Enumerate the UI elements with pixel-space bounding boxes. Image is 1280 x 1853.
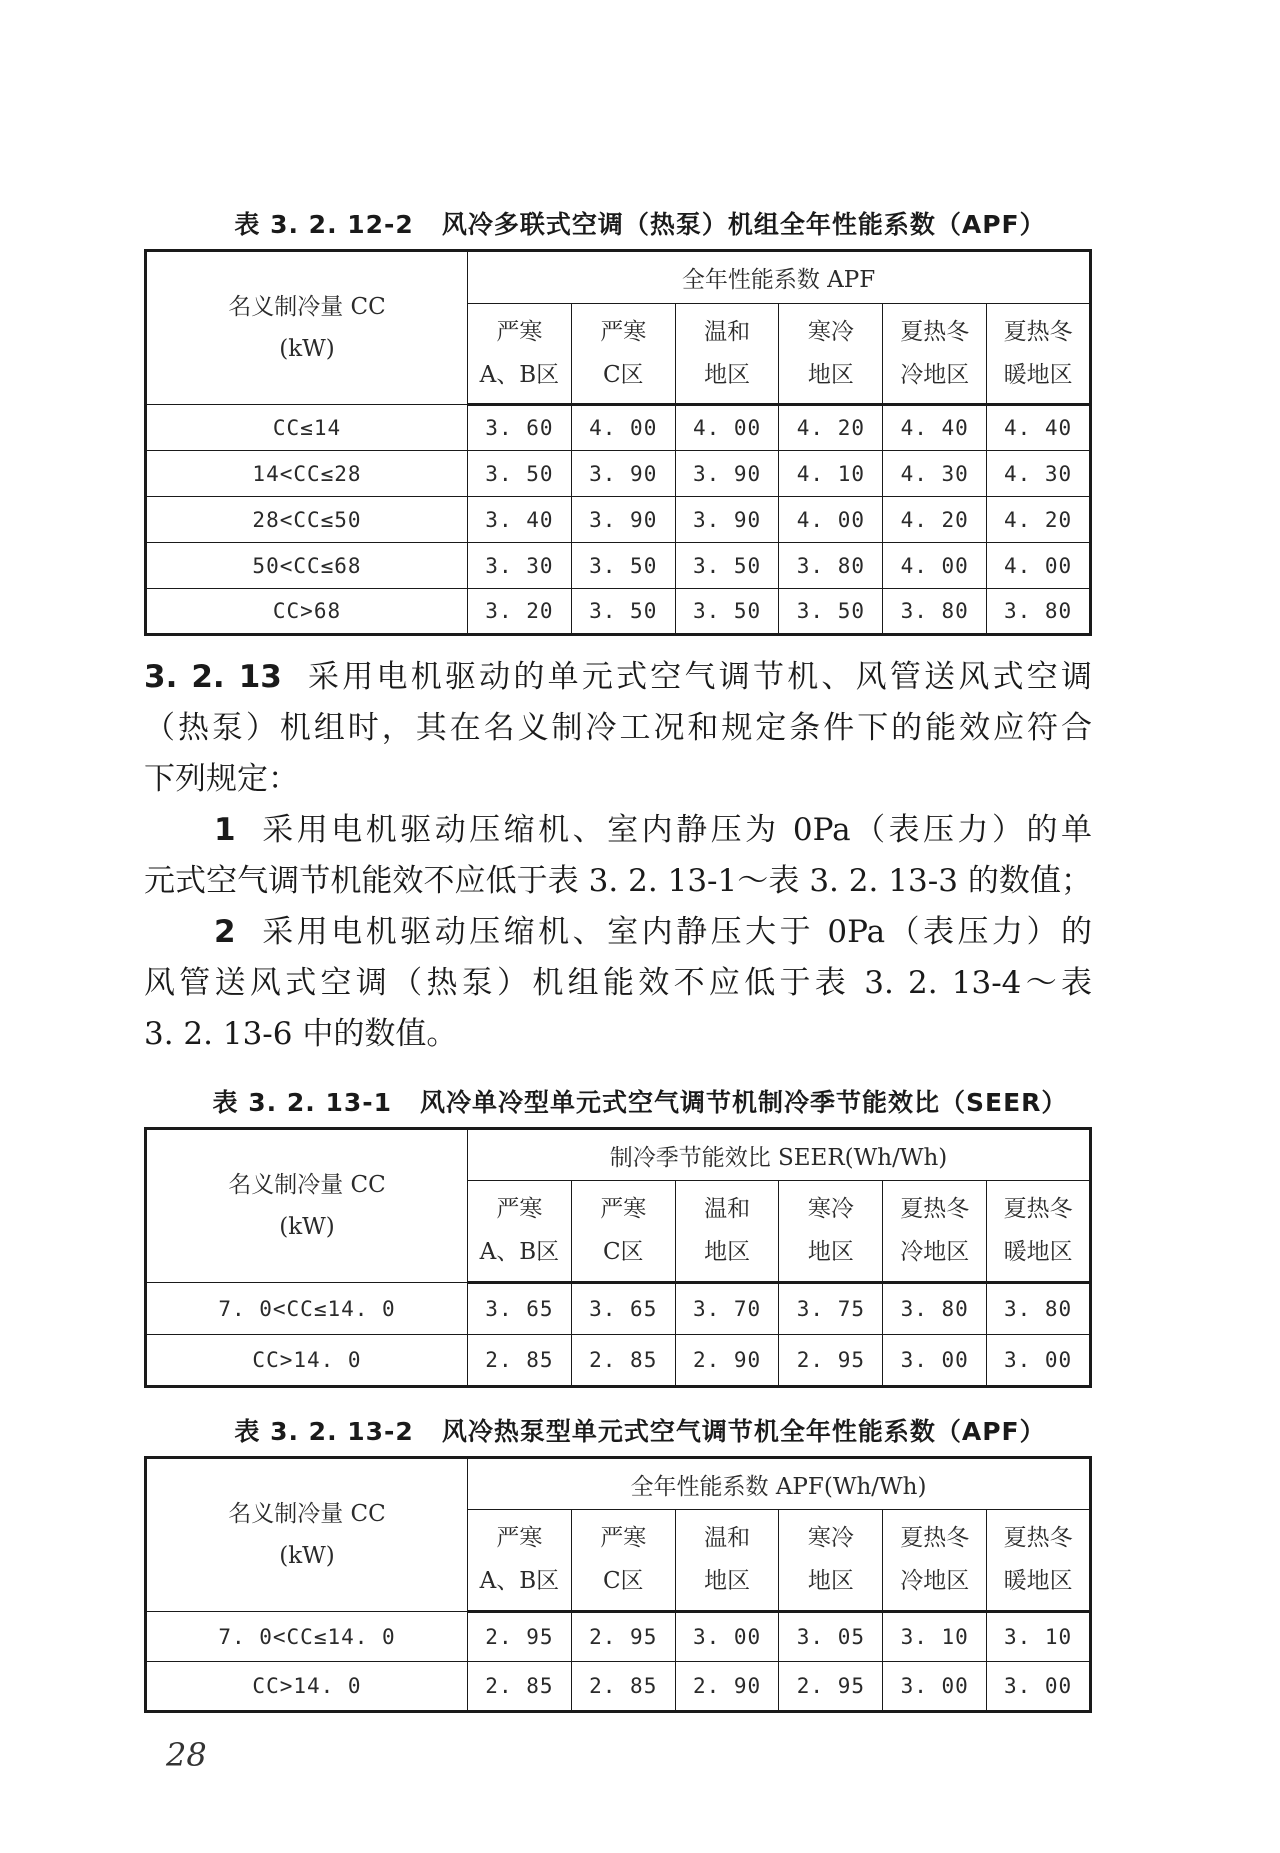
table2-title: 风冷单冷型单元式空气调节机制冷季节能效比（SEER） bbox=[420, 1088, 1068, 1117]
cell-value: 3. 50 bbox=[468, 451, 572, 497]
table3-row-header bbox=[146, 1458, 468, 1612]
table1-col-header: 夏热冬 暖地区 bbox=[987, 304, 1091, 405]
cell-value: 3. 00 bbox=[987, 1662, 1091, 1712]
section-line-1 bbox=[144, 652, 1092, 703]
cell-value: 3. 80 bbox=[987, 589, 1091, 635]
item2-number: 2 bbox=[214, 914, 236, 950]
cell-value: 3. 80 bbox=[987, 1283, 1091, 1335]
table-row bbox=[146, 1662, 1091, 1712]
cell-value: 3. 00 bbox=[987, 1335, 1091, 1387]
row-label: 50<CC≤68 bbox=[146, 543, 468, 589]
cell-value: 3. 65 bbox=[571, 1283, 675, 1335]
table1-col-header: 严寒 C区 bbox=[571, 304, 675, 405]
row-label: 28<CC≤50 bbox=[146, 497, 468, 543]
table3-col-header: 夏热冬 冷地区 bbox=[883, 1510, 987, 1612]
cell-value: 2. 95 bbox=[468, 1612, 572, 1662]
cell-value: 3. 40 bbox=[468, 497, 572, 543]
table3-col-header: 温和 地区 bbox=[675, 1510, 779, 1612]
table2-number: 表 3. 2. 13-1 bbox=[212, 1088, 393, 1117]
cell-value: 3. 00 bbox=[675, 1612, 779, 1662]
cell-value: 2. 95 bbox=[571, 1612, 675, 1662]
cell-value: 3. 65 bbox=[468, 1283, 572, 1335]
cell-value: 3. 80 bbox=[779, 543, 883, 589]
table2-row-header-line2: (kW) bbox=[279, 1214, 335, 1240]
table3-col-header: 寒冷 地区 bbox=[779, 1510, 883, 1612]
cell-value: 3. 90 bbox=[675, 497, 779, 543]
table2-col-header: 夏热冬 冷地区 bbox=[883, 1181, 987, 1283]
cell-value: 3. 50 bbox=[571, 589, 675, 635]
row-label: 14<CC≤28 bbox=[146, 451, 468, 497]
table1-row-header bbox=[146, 251, 468, 405]
cell-value: 4. 40 bbox=[883, 405, 987, 451]
table1-number: 表 3. 2. 12-2 bbox=[234, 210, 414, 239]
cell-value: 2. 90 bbox=[675, 1335, 779, 1387]
table-row bbox=[146, 543, 1091, 589]
cell-value: 3. 70 bbox=[675, 1283, 779, 1335]
table-row bbox=[146, 405, 1091, 451]
table-row bbox=[146, 497, 1091, 543]
table-row bbox=[146, 1612, 1091, 1662]
table1-caption bbox=[0, 205, 1280, 241]
cell-value: 3. 90 bbox=[571, 497, 675, 543]
table3-number: 表 3. 2. 13-2 bbox=[234, 1417, 414, 1446]
section-number: 3. 2. 13 bbox=[144, 659, 282, 695]
table1-col-header: 寒冷 地区 bbox=[779, 304, 883, 405]
cell-value: 2. 85 bbox=[468, 1335, 572, 1387]
table2-col-header: 寒冷 地区 bbox=[779, 1181, 883, 1283]
cell-value: 3. 75 bbox=[779, 1283, 883, 1335]
item2-text: 采用电机驱动压缩机、室内静压大于 0Pa（表压力）的 bbox=[262, 914, 1092, 950]
row-label: 7. 0<CC≤14. 0 bbox=[146, 1283, 468, 1335]
item1-number: 1 bbox=[214, 812, 236, 848]
table3 bbox=[144, 1456, 1092, 1713]
cell-value: 4. 00 bbox=[779, 497, 883, 543]
table3-row-header-line1: 名义制冷量 CC bbox=[228, 1501, 386, 1527]
cell-value: 3. 50 bbox=[779, 589, 883, 635]
cell-value: 3. 80 bbox=[883, 1283, 987, 1335]
item1-line-2: 元式空气调节机能效不应低于表 3. 2. 13-1～表 3. 2. 13-3 的数值； bbox=[144, 863, 1092, 899]
item1-text: 采用电机驱动压缩机、室内静压为 0Pa（表压力）的单 bbox=[262, 812, 1092, 848]
page-number: 28 bbox=[166, 1736, 207, 1774]
table3-caption bbox=[0, 1412, 1280, 1448]
table2-col-header: 夏热冬 暖地区 bbox=[987, 1181, 1091, 1283]
table1-col-header: 夏热冬 冷地区 bbox=[883, 304, 987, 405]
row-label: CC>14. 0 bbox=[146, 1662, 468, 1712]
table3-col-header: 严寒 C区 bbox=[571, 1510, 675, 1612]
cell-value: 4. 10 bbox=[779, 451, 883, 497]
table1-title: 风冷多联式空调（热泵）机组全年性能系数（APF） bbox=[441, 210, 1046, 239]
table1-row-header-line1: 名义制冷量 CC bbox=[228, 294, 386, 320]
cell-value: 3. 90 bbox=[675, 451, 779, 497]
table2-caption bbox=[0, 1083, 1280, 1119]
cell-value: 3. 50 bbox=[675, 589, 779, 635]
cell-value: 3. 20 bbox=[468, 589, 572, 635]
cell-value: 3. 60 bbox=[468, 405, 572, 451]
cell-value: 3. 80 bbox=[883, 589, 987, 635]
section-line-3: 下列规定： bbox=[144, 761, 299, 797]
cell-value: 4. 20 bbox=[987, 497, 1091, 543]
cell-value: 3. 00 bbox=[883, 1335, 987, 1387]
item2-line-3: 3. 2. 13-6 中的数值。 bbox=[144, 1016, 458, 1052]
cell-value: 2. 95 bbox=[779, 1335, 883, 1387]
table-row bbox=[146, 1283, 1091, 1335]
table2-row-header bbox=[146, 1129, 468, 1283]
cell-value: 4. 40 bbox=[987, 405, 1091, 451]
table1-row-header-line2: (kW) bbox=[279, 336, 335, 362]
cell-value: 4. 00 bbox=[883, 543, 987, 589]
cell-value: 3. 50 bbox=[571, 543, 675, 589]
table-row bbox=[146, 589, 1091, 635]
table-row bbox=[146, 451, 1091, 497]
table2-col-header: 温和 地区 bbox=[675, 1181, 779, 1283]
cell-value: 3. 90 bbox=[571, 451, 675, 497]
table2-group-header: 制冷季节能效比 SEER(Wh/Wh) bbox=[468, 1129, 1091, 1181]
table3-col-header: 夏热冬 暖地区 bbox=[987, 1510, 1091, 1612]
cell-value: 3. 05 bbox=[779, 1612, 883, 1662]
row-label: 7. 0<CC≤14. 0 bbox=[146, 1612, 468, 1662]
cell-value: 3. 10 bbox=[987, 1612, 1091, 1662]
cell-value: 2. 85 bbox=[571, 1335, 675, 1387]
cell-value: 3. 00 bbox=[883, 1662, 987, 1712]
table2-row-header-line1: 名义制冷量 CC bbox=[228, 1172, 386, 1198]
table3-group-header: 全年性能系数 APF(Wh/Wh) bbox=[468, 1458, 1091, 1510]
row-label: CC>14. 0 bbox=[146, 1335, 468, 1387]
cell-value: 2. 85 bbox=[468, 1662, 572, 1712]
section-text: 采用电机驱动的单元式空气调节机、风管送风式空调 bbox=[308, 659, 1093, 695]
section-line-2: （热泵）机组时，其在名义制冷工况和规定条件下的能效应符合 bbox=[144, 710, 1092, 746]
cell-value: 2. 85 bbox=[571, 1662, 675, 1712]
cell-value: 4. 00 bbox=[987, 543, 1091, 589]
cell-value: 4. 30 bbox=[883, 451, 987, 497]
cell-value: 3. 50 bbox=[675, 543, 779, 589]
table2-col-header: 严寒 A、B区 bbox=[468, 1181, 572, 1283]
cell-value: 2. 95 bbox=[779, 1662, 883, 1712]
cell-value: 3. 30 bbox=[468, 543, 572, 589]
cell-value: 4. 00 bbox=[675, 405, 779, 451]
table1 bbox=[144, 249, 1092, 636]
table-row bbox=[146, 1335, 1091, 1387]
row-label: CC>68 bbox=[146, 589, 468, 635]
cell-value: 4. 20 bbox=[883, 497, 987, 543]
cell-value: 4. 30 bbox=[987, 451, 1091, 497]
table2-col-header: 严寒 C区 bbox=[571, 1181, 675, 1283]
table1-col-header: 温和 地区 bbox=[675, 304, 779, 405]
row-label: CC≤14 bbox=[146, 405, 468, 451]
cell-value: 4. 00 bbox=[571, 405, 675, 451]
item2-line-2: 风管送风式空调（热泵）机组能效不应低于表 3. 2. 13-4～表 bbox=[144, 965, 1092, 1001]
cell-value: 4. 20 bbox=[779, 405, 883, 451]
table2 bbox=[144, 1127, 1092, 1388]
table3-col-header: 严寒 A、B区 bbox=[468, 1510, 572, 1612]
cell-value: 2. 90 bbox=[675, 1662, 779, 1712]
item1-line-1 bbox=[144, 805, 1092, 856]
cell-value: 3. 10 bbox=[883, 1612, 987, 1662]
table1-col-header: 严寒 A、B区 bbox=[468, 304, 572, 405]
table3-title: 风冷热泵型单元式空气调节机全年性能系数（APF） bbox=[441, 1417, 1046, 1446]
table3-row-header-line2: (kW) bbox=[279, 1543, 335, 1569]
table1-group-header: 全年性能系数 APF bbox=[468, 251, 1091, 304]
item2-line-1 bbox=[144, 907, 1092, 958]
